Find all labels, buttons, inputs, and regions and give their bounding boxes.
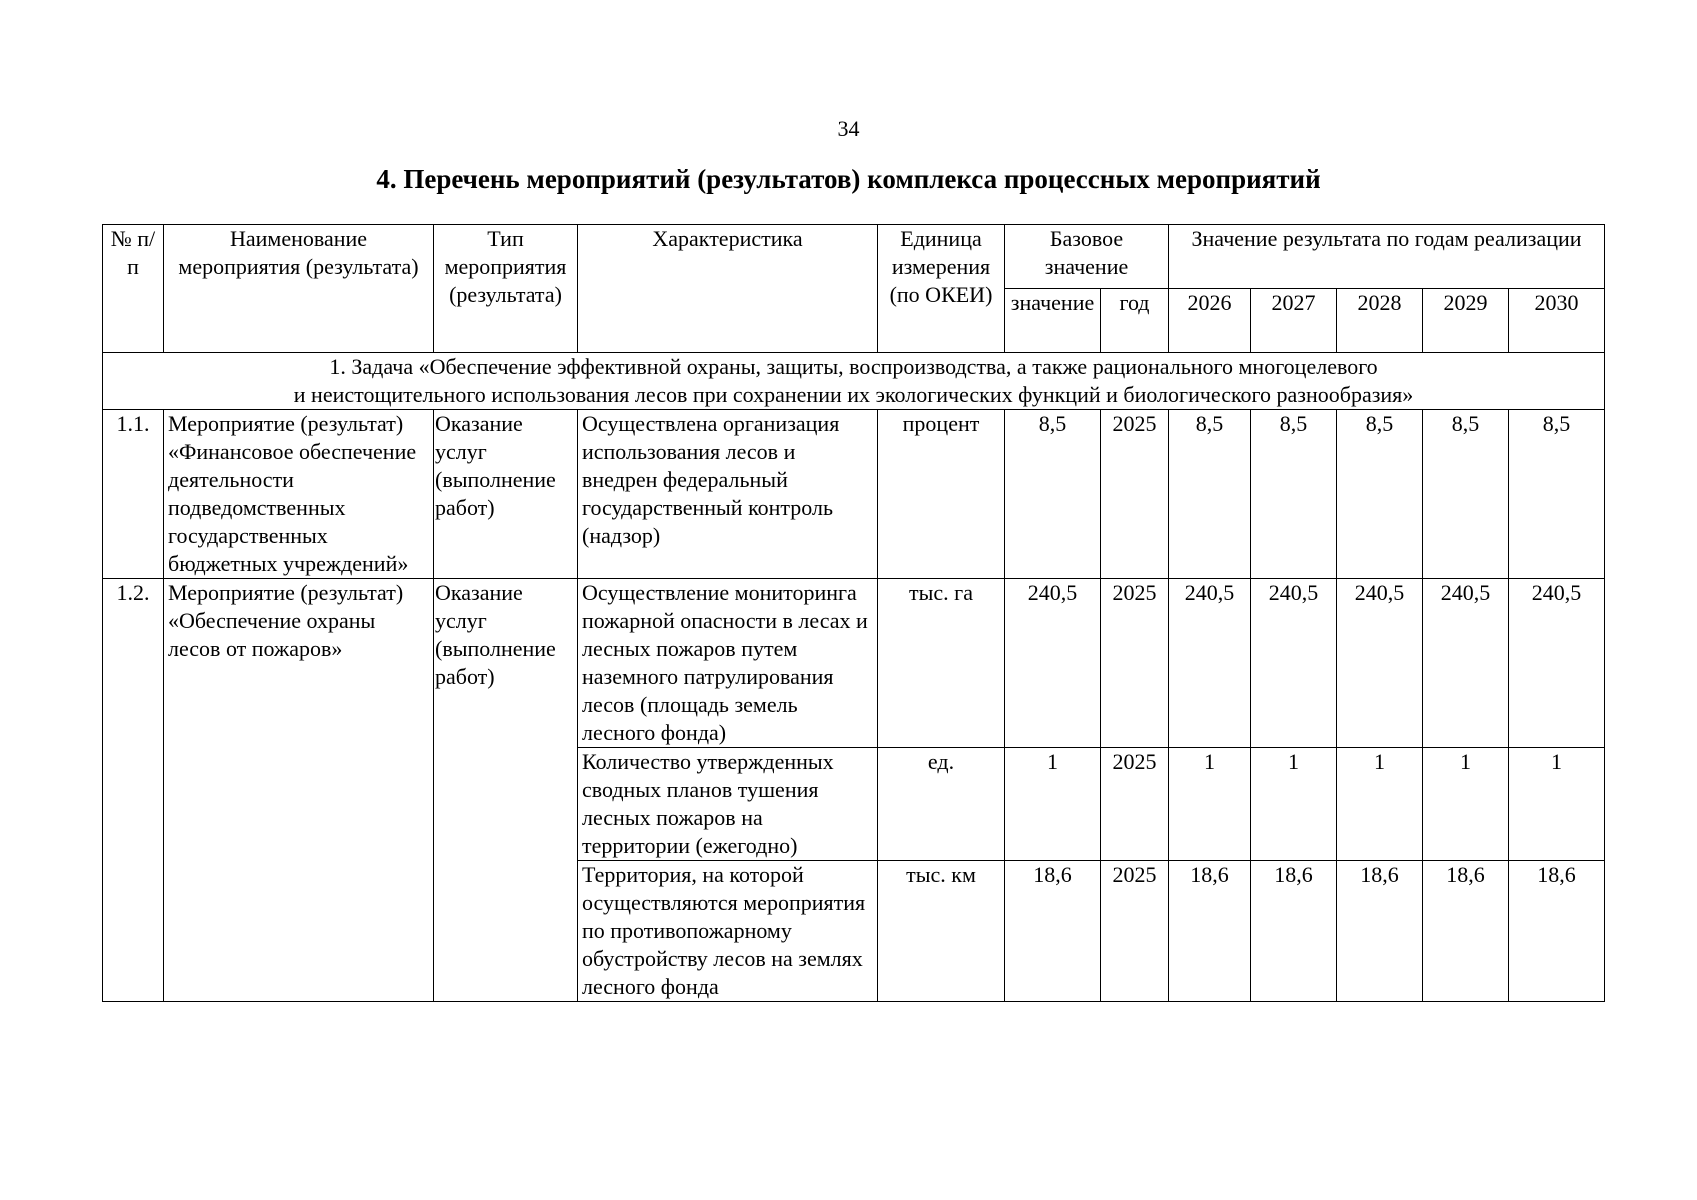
row-unit: ед. bbox=[878, 748, 1005, 861]
header-type: Тип мероприятия (результата) bbox=[434, 225, 578, 353]
row-type: Оказание услуг (выполнение работ) bbox=[434, 579, 578, 1002]
page-number: 34 bbox=[837, 116, 860, 141]
row-value: 240,5 bbox=[1509, 579, 1605, 748]
row-name: Мероприятие (результат) «Финансовое обеспечение деятельности подведомственных государственных бюджетных учреждений» bbox=[164, 410, 434, 579]
row-unit: тыс. га bbox=[878, 579, 1005, 748]
row-unit: тыс. км bbox=[878, 861, 1005, 1002]
row-value: 1 bbox=[1251, 748, 1337, 861]
row-base-value: 8,5 bbox=[1005, 410, 1101, 579]
row-base-value: 1 bbox=[1005, 748, 1101, 861]
row-value: 1 bbox=[1337, 748, 1423, 861]
row-unit: процент bbox=[878, 410, 1005, 579]
header-base: Базовое значение bbox=[1005, 225, 1169, 289]
row-base-year: 2025 bbox=[1101, 861, 1169, 1002]
header-unit: Единица измерения (по ОКЕИ) bbox=[878, 225, 1005, 353]
row-num: 1.1. bbox=[103, 410, 164, 579]
measures-table bbox=[102, 224, 1605, 1002]
header-num: № п/п bbox=[103, 225, 164, 353]
page-title: 4. Перечень мероприятий (результатов) комплекса процессных мероприятий bbox=[376, 164, 1321, 194]
row-value: 8,5 bbox=[1423, 410, 1509, 579]
row-base-value: 18,6 bbox=[1005, 861, 1101, 1002]
row-value: 8,5 bbox=[1169, 410, 1251, 579]
row-characteristic: Количество утвержденных сводных планов тушения лесных пожаров на территории (ежегодно) bbox=[578, 748, 878, 861]
row-characteristic: Осуществление мониторинга пожарной опасности в лесах и лесных пожаров путем наземного патрулирования лесов (площадь земель лесного фонда) bbox=[578, 579, 878, 748]
row-value: 18,6 bbox=[1251, 861, 1337, 1002]
header-base-year: год bbox=[1101, 289, 1169, 353]
row-base-year: 2025 bbox=[1101, 410, 1169, 579]
row-value: 18,6 bbox=[1423, 861, 1509, 1002]
row-type: Оказание услуг (выполнение работ) bbox=[434, 410, 578, 579]
task-row bbox=[103, 353, 1605, 410]
row-base-year: 2025 bbox=[1101, 748, 1169, 861]
row-value: 240,5 bbox=[1251, 579, 1337, 748]
row-value: 240,5 bbox=[1169, 579, 1251, 748]
header-name: Наименование мероприятия (результата) bbox=[164, 225, 434, 353]
row-characteristic: Территория, на которой осуществляются мероприятия по противопожарному обустройству лесов на землях лесного фонда bbox=[578, 861, 878, 1002]
header-year: 2026 bbox=[1169, 289, 1251, 353]
row-value: 18,6 bbox=[1169, 861, 1251, 1002]
header-base-value: значение bbox=[1005, 289, 1101, 353]
row-value: 8,5 bbox=[1509, 410, 1605, 579]
task-line-2: и неистощительного использования лесов при сохранении их экологических функций и биологического разнообразия» bbox=[293, 382, 1414, 407]
row-value: 18,6 bbox=[1337, 861, 1423, 1002]
row-value: 240,5 bbox=[1337, 579, 1423, 748]
row-value: 1 bbox=[1423, 748, 1509, 861]
table-row bbox=[103, 579, 1605, 748]
table-row bbox=[103, 410, 1605, 579]
header-characteristic: Характеристика bbox=[578, 225, 878, 353]
header-year: 2027 bbox=[1251, 289, 1337, 353]
row-value: 8,5 bbox=[1337, 410, 1423, 579]
header-years-group: Значение результата по годам реализации bbox=[1169, 225, 1605, 289]
row-value: 240,5 bbox=[1423, 579, 1509, 748]
task-cell bbox=[103, 353, 1605, 410]
row-base-value: 240,5 bbox=[1005, 579, 1101, 748]
task-line-1: 1. Задача «Обеспечение эффективной охраны, защиты, воспроизводства, а также рационального многоцелевого bbox=[329, 354, 1378, 379]
row-value: 8,5 bbox=[1251, 410, 1337, 579]
row-value: 1 bbox=[1169, 748, 1251, 861]
header-row-1 bbox=[103, 225, 1605, 289]
row-base-year: 2025 bbox=[1101, 579, 1169, 748]
row-characteristic: Осуществлена организация использования лесов и внедрен федеральный государственный контроль (надзор) bbox=[578, 410, 878, 579]
row-name: Мероприятие (результат) «Обеспечение охраны лесов от пожаров» bbox=[164, 579, 434, 1002]
header-year: 2029 bbox=[1423, 289, 1509, 353]
row-num: 1.2. bbox=[103, 579, 164, 1002]
row-value: 18,6 bbox=[1509, 861, 1605, 1002]
header-year: 2028 bbox=[1337, 289, 1423, 353]
row-value: 1 bbox=[1509, 748, 1605, 861]
header-year: 2030 bbox=[1509, 289, 1605, 353]
